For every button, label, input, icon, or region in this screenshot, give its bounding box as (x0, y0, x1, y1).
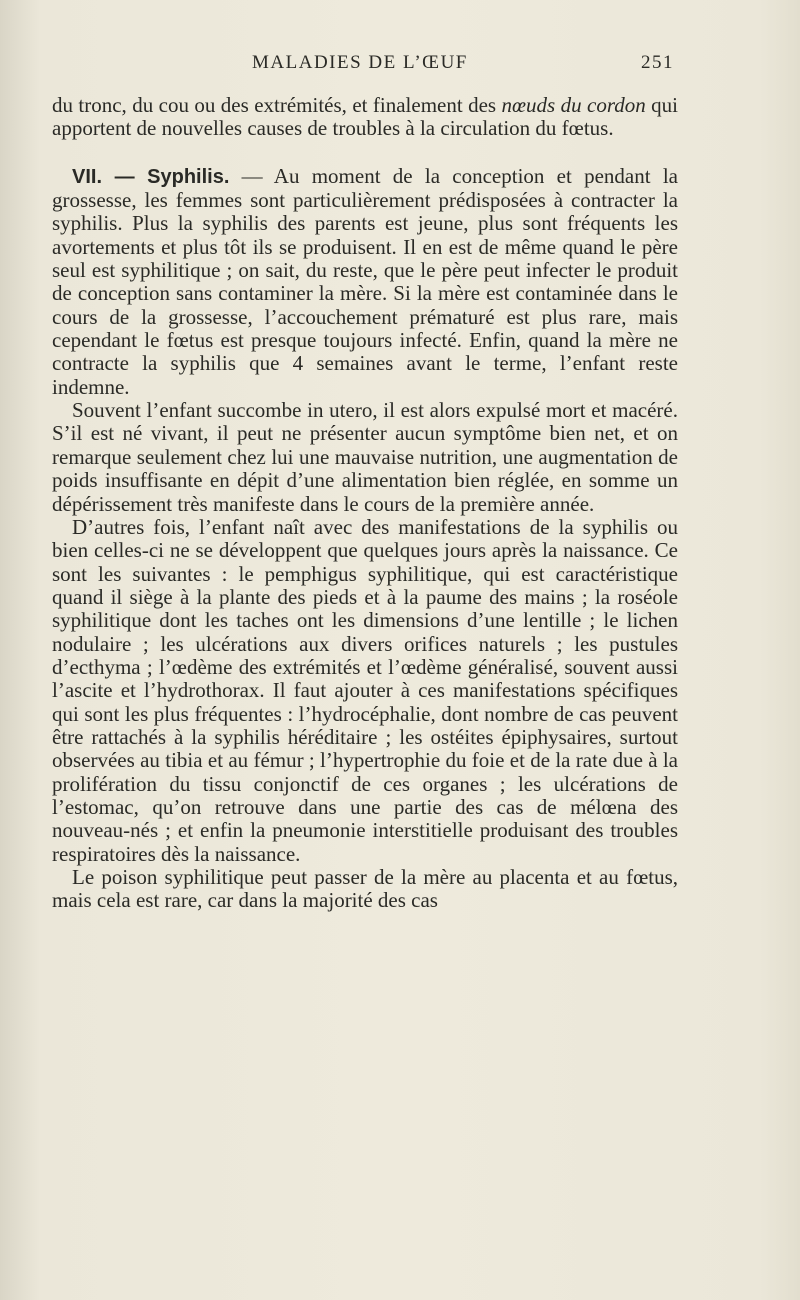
paragraph-text: qui apportent de nouvelles causes de troubles à la circulation du fœtus. (52, 93, 678, 141)
running-title: MALADIES DE L’ŒUF (252, 52, 468, 73)
page-number: 251 (641, 52, 674, 73)
paragraph: Le poison syphilitique peut passer de la mère au placenta et au fœtus, mais cela est rare, car dans la majorité des cas (52, 865, 678, 913)
paragraph-text: — Au moment de la conception et pendant la grossesse, les femmes sont particulièrement prédisposées à contracter la syphilis. Plus la syphilis des parents est jeune, plus sont fréquents les avortements et plus tôt ils se produisent. Il en est de même quand le père seul est syphilitique ; on sait, du reste, que le père peut infecter le produit de conception sans contaminer la mère. Si la mère est contaminée dans le cours de la grossesse, l’accouchement prématuré est plus rare, mais cependant le fœtus est presque toujours infecté. Enfin, quand la mère ne contracte la syphilis que 4 semaines avant le terme, l’enfant reste indemne. (52, 163, 678, 399)
paragraph: Souvent l’enfant succombe in utero, il est alors expulsé mort et macéré. S’il est né vivant, il peut ne présenter aucun symptôme bien net, et on remarque seulement chez lui une mauvaise nutrition, une augmentation de poids insuffisante en dépit d’une alimentation bien réglée, en somme un dépérissement très manifeste dans le cours de la première année. (52, 398, 678, 516)
page-header (52, 52, 674, 82)
emphasized-term: nœuds du cordon (501, 93, 646, 117)
paragraph: D’autres fois, l’enfant naît avec des manifestations de la syphilis ou bien celles-ci ne se développent que quelques jours après la naissance. Ce sont les suivantes : le pemphigus syphilitique, qui est caractéristique quand il siège à la plante des pieds et à la paume des mains ; la roséole syphilitique dont les taches ont les dimensions d’une lentille ; le lichen nodulaire ; les ulcérations aux divers orifices naturels ; les pustules d’ecthyma ; l’œdème des extrémités et l’œdème généralisé, souvent aussi l’ascite et l’hydrothorax. Il faut ajouter à ces manifestations spécifiques qui sont les plus fréquentes : l’hydrocéphalie, dont nombre de cas peuvent être rattachés à la syphilis héréditaire ; les ostéites épiphysaires, surtout observées au tibia et au fémur ; l’hypertrophie du foie et de la rate due à la prolifération du tissu conjonctif de ces organes ; les ulcérations de l’estomac, qu’on retrouve dans une partie des cas de mélœna des nouveau-nés ; et enfin la pneumonie interstitielle produisant des troubles respiratoires dès la naissance. (52, 514, 678, 866)
paragraph-text: du tronc, du cou ou des extrémités, et finalement des (52, 93, 502, 117)
section-paragraph-syphilis (52, 165, 678, 399)
paragraph-continuation (52, 94, 678, 141)
body-text (52, 94, 678, 913)
section-heading: VII. — Syphilis. (72, 165, 230, 188)
